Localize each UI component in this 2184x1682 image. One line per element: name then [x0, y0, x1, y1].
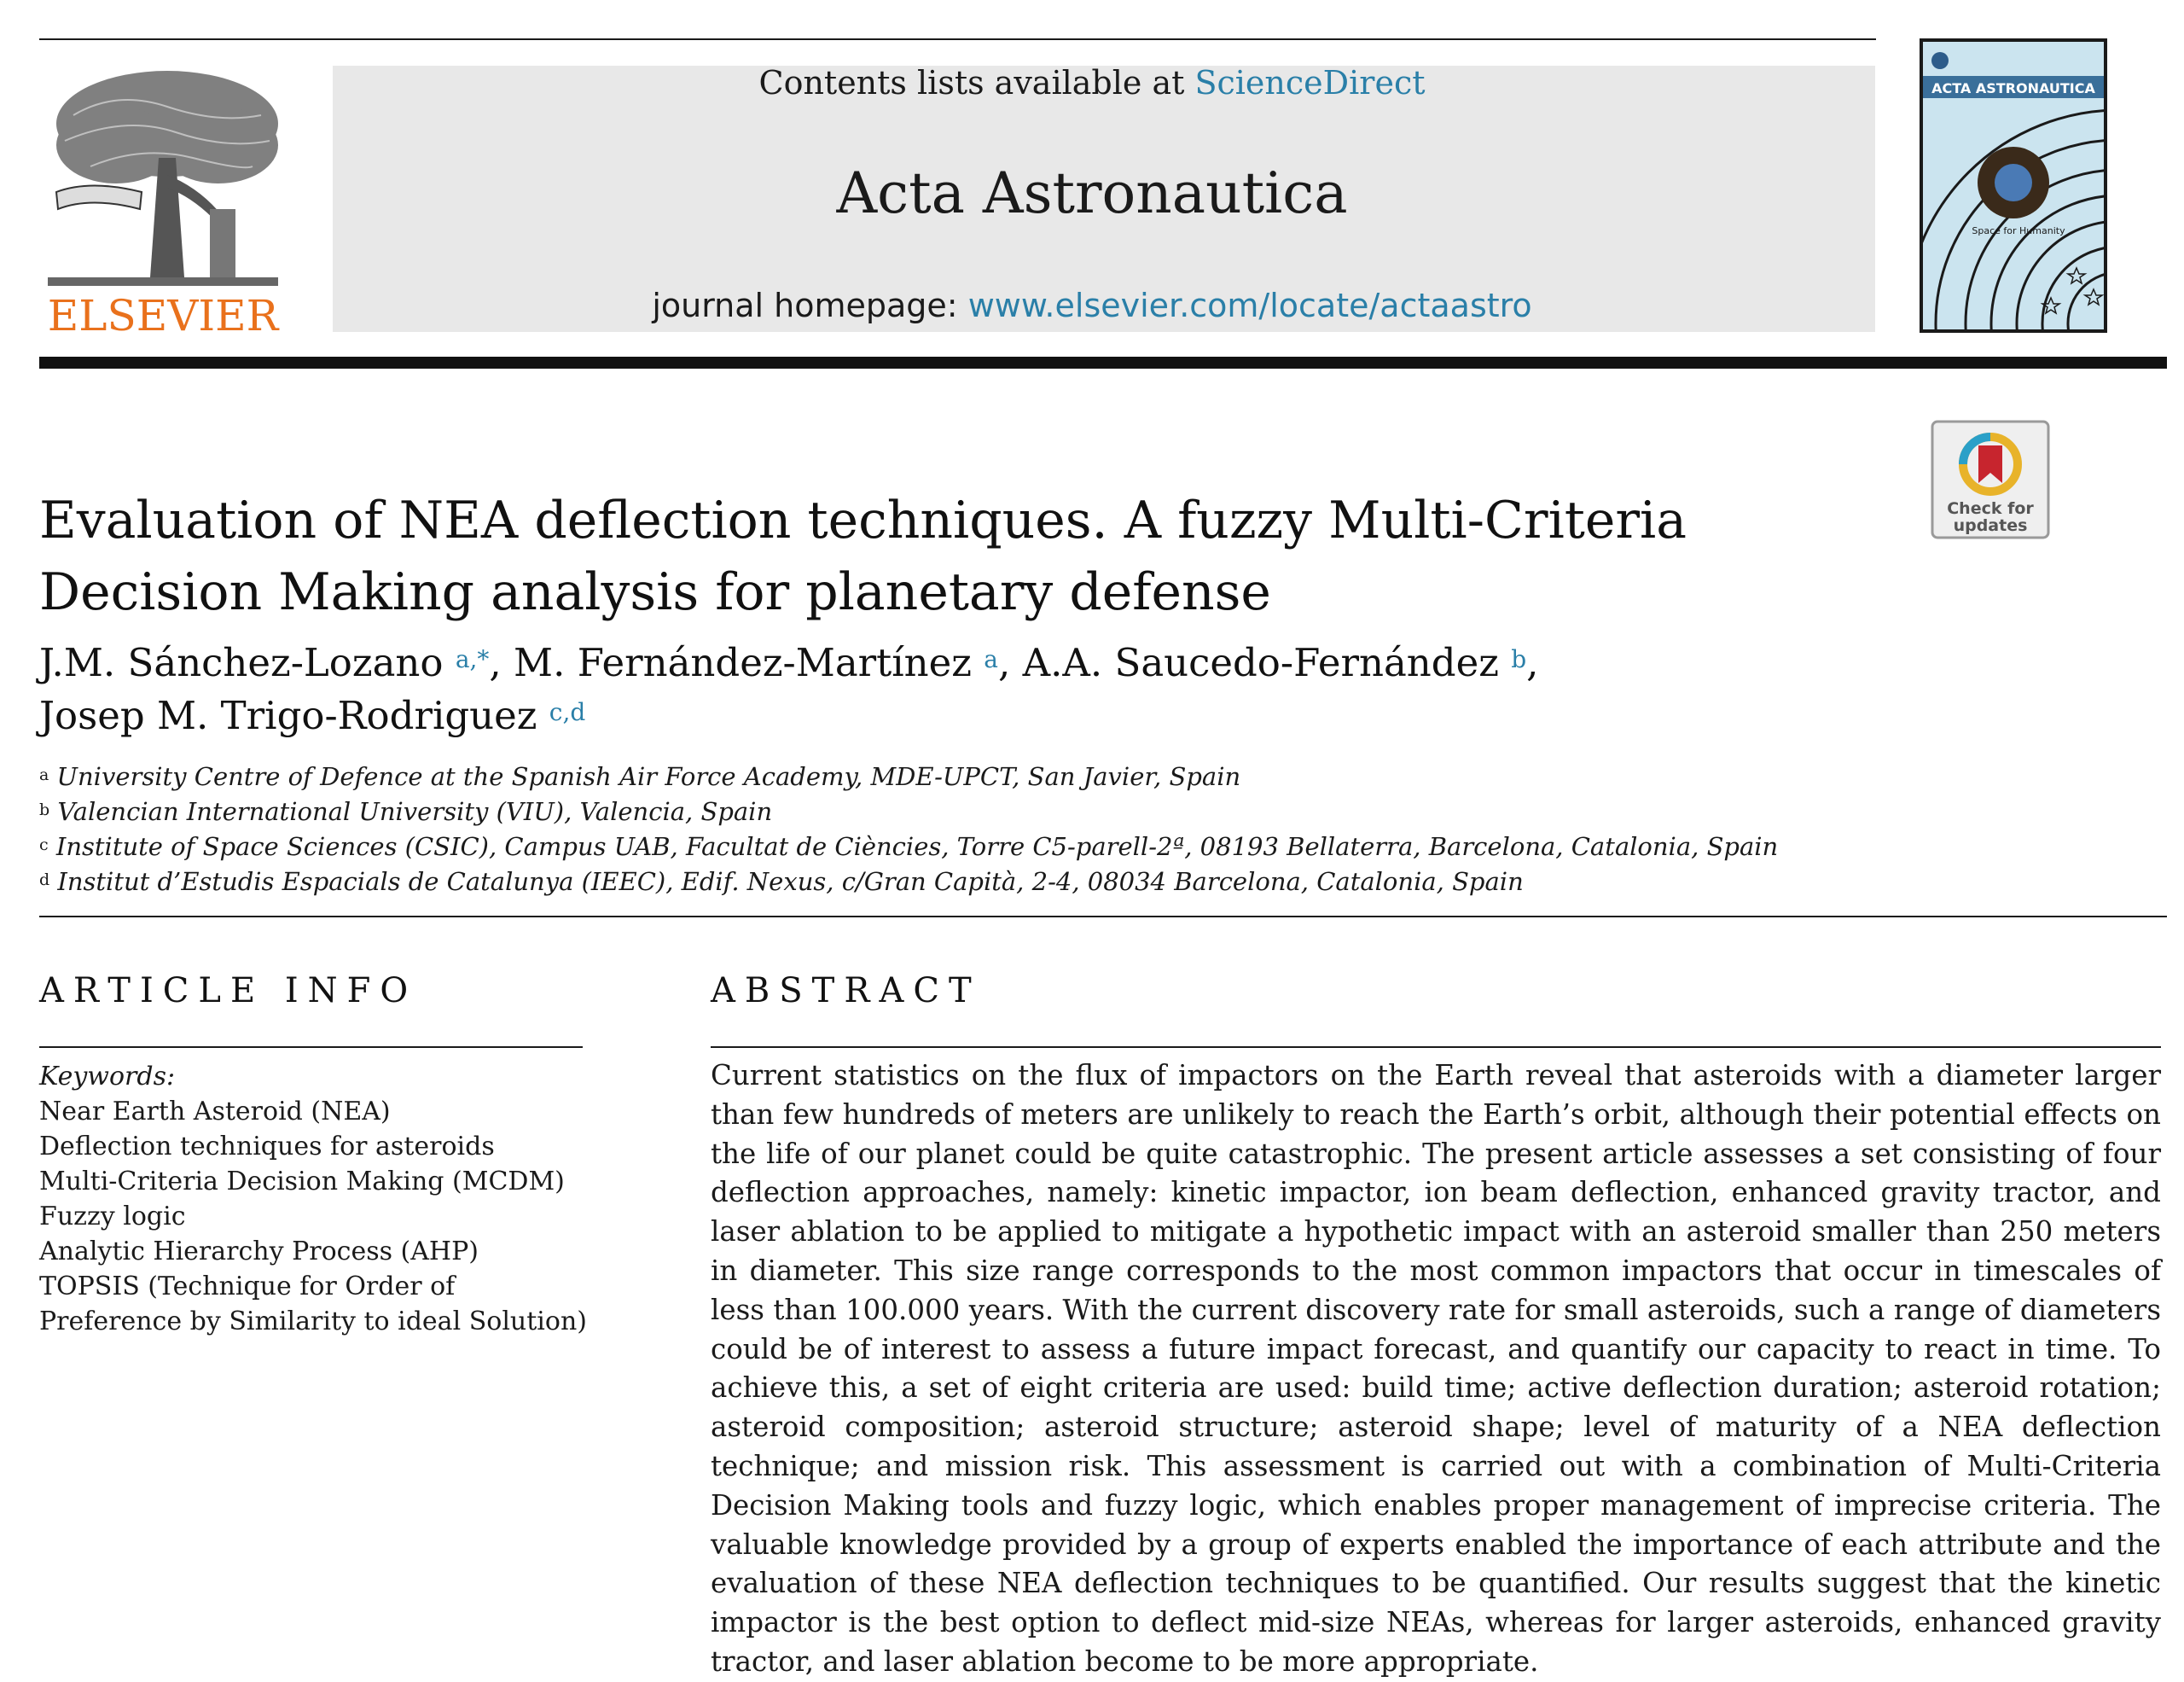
author-sep: ,: [489, 640, 514, 685]
sciencedirect-link[interactable]: ScienceDirect: [1194, 64, 1426, 102]
affiliation-mark: c: [39, 835, 49, 854]
keywords-label: Keywords:: [39, 1062, 176, 1091]
article-title: Evaluation of NEA deflection techniques. A fuzzy Multi-Criteria Decision Making analysis for planetary defense: [39, 491, 1687, 622]
article-info-heading: ARTICLE INFO: [39, 971, 418, 1010]
author-name: M. Fernández-Martínez: [514, 640, 972, 685]
article-info-rule: [39, 1046, 583, 1048]
affiliation-list: [39, 760, 2001, 899]
keyword-item: Near Earth Asteroid (NEA): [39, 1097, 391, 1126]
elsevier-wordmark: ELSEVIER: [47, 291, 279, 337]
cover-tagline: Space for Humanity: [1972, 225, 2065, 236]
affiliation-item: [39, 829, 2001, 864]
author-name: A.A. Saucedo-Fernández: [1022, 640, 1499, 685]
journal-name: Acta Astronautica: [836, 160, 1348, 226]
affiliation-text: Institute of Space Sciences (CSIC), Campus UAB, Facultat de Ciències, Torre C5-parell-2ª, 08193 Bellaterra, Barcelona, Catalonia, Spain: [55, 832, 1779, 861]
affiliation-item: [39, 760, 2001, 794]
top-rule: [39, 38, 1876, 40]
affiliation-text: Valencian International University (VIU), Valencia, Spain: [57, 797, 773, 826]
homepage-line: [0, 287, 2184, 324]
homepage-link[interactable]: www.elsevier.com/locate/actaastro: [967, 287, 1532, 324]
author-affil-link[interactable]: a,*: [455, 645, 490, 673]
homepage-prefix: journal homepage:: [652, 287, 968, 324]
author-list: [39, 637, 1916, 742]
keyword-item: Fuzzy logic: [39, 1202, 186, 1231]
cover-title: ACTA ASTRONAUTICA: [1931, 80, 2095, 96]
keyword-item: TOPSIS (Technique for Order of Preference by Similarity to ideal Solution): [39, 1272, 587, 1336]
abstract-rule: [711, 1046, 2161, 1048]
author-affil-link[interactable]: a: [984, 645, 998, 673]
keyword-item: Multi-Criteria Decision Making (MCDM): [39, 1167, 565, 1196]
header-thick-rule: [39, 357, 2167, 369]
contents-prefix: Contents lists available at: [758, 64, 1195, 102]
check-updates-line1: Check for: [1947, 499, 2034, 518]
author-name: J.M. Sánchez-Lozano: [39, 640, 444, 685]
section-rule: [39, 916, 2167, 917]
affiliation-mark: a: [39, 765, 49, 784]
journal-cover[interactable]: [1920, 38, 2107, 333]
author-affil-link[interactable]: b: [1511, 645, 1527, 673]
affiliation-text: University Centre of Defence at the Spanish Air Force Academy, MDE-UPCT, San Javier, Spain: [56, 762, 1241, 791]
check-updates-icon: [1931, 420, 2050, 539]
affiliation-text: Institut d’Estudis Espacials de Catalunya (IEEC), Edif. Nexus, c/Gran Capità, 2-4, 08034 Barcelona, Catalonia, Spain: [57, 867, 1524, 896]
check-updates-line2: updates: [1953, 516, 2028, 535]
keyword-list: [39, 1094, 594, 1339]
abstract-heading: ABSTRACT: [711, 971, 981, 1010]
affiliation-mark: d: [39, 870, 50, 889]
author-name: Josep M. Trigo-Rodriguez: [39, 693, 537, 738]
author-sep: ,: [997, 640, 1023, 685]
check-for-updates-badge[interactable]: [1931, 420, 2050, 539]
keyword-item: Analytic Hierarchy Process (AHP): [39, 1237, 479, 1266]
author-affil-link[interactable]: c,d: [549, 698, 586, 726]
affiliation-item: [39, 864, 2001, 899]
author-sep: ,: [1526, 640, 1539, 685]
affiliation-item: [39, 794, 2001, 829]
abstract-text: Current statistics on the flux of impactors on the Earth reveal that asteroids with a diameter larger than few hundreds of meters are unlikely to reach the Earth’s orbit, although their potential effects on the life of our planet could be quite catastrophic. The present article assesses a set consisting of four deflection approaches, namely: kinetic impactor, ion beam deflection, enhanced gravity tractor, and laser ablation to be applied to mitigate a hypothetic impact with an asteroid smaller than 250 meters in diameter. This size range corresponds to the most common impactors that occur in timescales of less than 100.000 years. With the current discovery rate for small asteroids, such a range of diameters could be of interest to assess a future impact forecast, and quantify our capacity to react in time. To achieve this, a set of eight criteria are used: build time; active deflection duration; asteroid rotation; asteroid composition; asteroid structure; asteroid shape; level of maturity of a NEA deflection technique; and mission risk. This assessment is carried out with a combination of Multi-Criteria Decision Making tools and fuzzy logic, which enables proper management of imprecise criteria. The valuable knowledge provided by a group of experts enabled the importance of each attribute and the evaluation of these NEA deflection techniques to be quantified. Our results suggest that the kinetic impactor is the best option to deflect mid-size NEAs, whereas for larger asteroids, enhanced gravity tractor, and laser ablation become to be more appropriate.: [711, 1059, 2161, 1678]
cover-image: [1923, 42, 2104, 329]
affiliation-mark: b: [39, 800, 50, 819]
contents-line: [0, 64, 2184, 102]
keyword-item: Deflection techniques for asteroids: [39, 1132, 495, 1161]
